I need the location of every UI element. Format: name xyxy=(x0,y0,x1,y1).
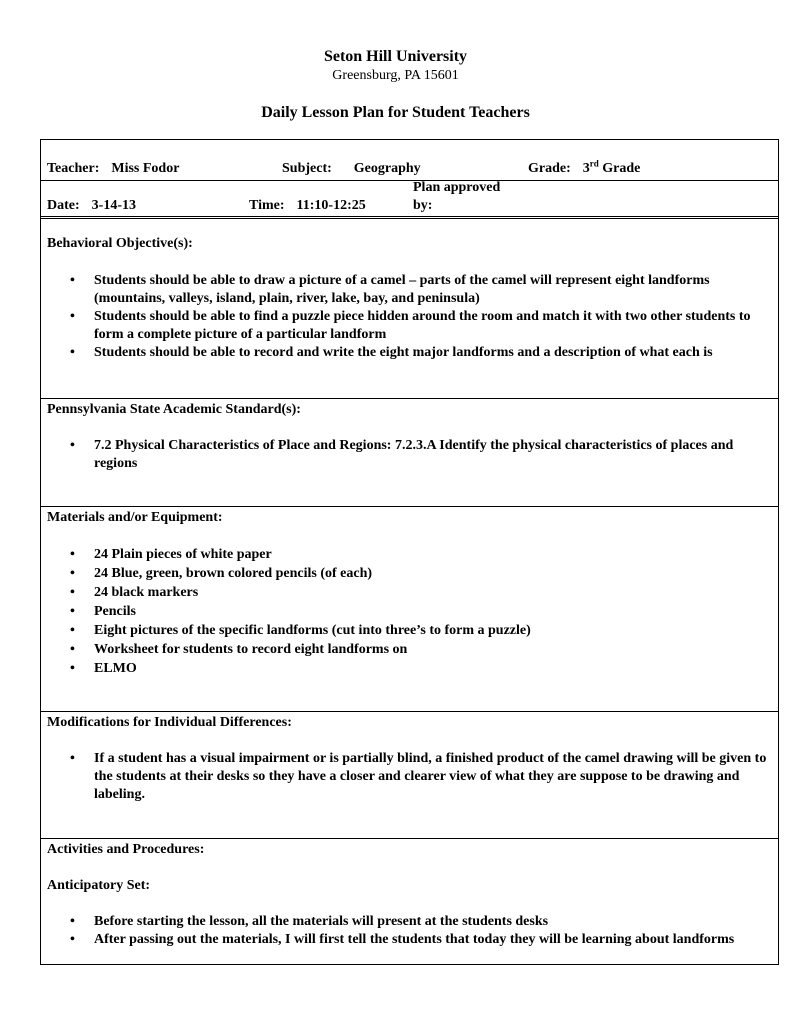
teacher-field xyxy=(47,161,179,177)
grade-number: 3 xyxy=(582,161,590,176)
list-item: • 24 Blue, green, brown colored pencils (of each) xyxy=(47,564,772,583)
list-item: • Students should be able to record and write the eight major landforms and a description of what each is xyxy=(47,344,772,362)
list-item: • 24 black markers xyxy=(47,583,772,602)
materials-section xyxy=(41,506,778,712)
time-label: Time: xyxy=(249,198,285,213)
grade-word: Grade xyxy=(602,161,641,176)
objectives-list xyxy=(47,272,772,362)
subject-value: Geography xyxy=(353,161,421,176)
teacher-value: Miss Fodor xyxy=(111,161,180,176)
anticipatory-set-title: Anticipatory Set: xyxy=(47,878,151,893)
materials-list xyxy=(47,545,772,678)
list-item: • If a student has a visual impairment or is partially blind, a finished product of the camel drawing will be given to the students at their desks so they have a closer and clearer view of what they are suppose to be drawing and labeling. xyxy=(47,750,772,804)
grade-value xyxy=(582,158,641,176)
date-info-row xyxy=(41,180,778,219)
section-title: Behavioral Objective(s): xyxy=(47,236,193,251)
list-item: • Pencils xyxy=(47,602,772,621)
academic-standards-section xyxy=(41,398,778,507)
list-item: • Worksheet for students to record eight landforms on xyxy=(47,640,772,659)
university-name: Seton Hill University xyxy=(323,48,468,65)
list-item: • 7.2 Physical Characteristics of Place and Regions: 7.2.3.A Identify the physical characteristics of places and regions xyxy=(47,437,772,473)
section-title: Pennsylvania State Academic Standard(s): xyxy=(47,402,301,417)
grade-label: Grade: xyxy=(528,161,571,176)
time-field xyxy=(249,198,366,214)
date-label: Date: xyxy=(47,198,80,213)
date-field xyxy=(47,198,136,214)
list-item: • Before starting the lesson, all the materials will present at the students desks xyxy=(47,913,772,931)
subject-field xyxy=(282,161,421,177)
standards-list xyxy=(47,437,772,473)
plan-approved-by-label: by: xyxy=(413,198,433,213)
lesson-plan-form xyxy=(40,139,779,965)
list-item: • After passing out the materials, I will first tell the students that today they will be learning about landforms xyxy=(47,931,772,949)
list-item: • 24 Plain pieces of white paper xyxy=(47,545,772,564)
date-value: 3-14-13 xyxy=(91,198,136,213)
list-item: • ELMO xyxy=(47,659,772,678)
behavioral-objectives-section xyxy=(41,219,778,398)
modifications-list xyxy=(47,750,772,804)
section-title: Materials and/or Equipment: xyxy=(47,510,223,525)
subject-label: Subject: xyxy=(282,161,332,176)
plan-approved-label: Plan approved xyxy=(413,180,501,195)
teacher-info-row xyxy=(41,140,778,181)
list-item: • Eight pictures of the specific landforms (cut into three’s to form a puzzle) xyxy=(47,621,772,640)
document-title: Daily Lesson Plan for Student Teachers xyxy=(261,104,530,121)
time-value: 11:10-12:25 xyxy=(296,198,366,213)
grade-suffix: rd xyxy=(589,158,599,169)
activities-list xyxy=(47,913,772,949)
section-title: Modifications for Individual Differences: xyxy=(47,715,292,730)
activities-section xyxy=(41,838,778,965)
list-item: • Students should be able to draw a picture of a camel – parts of the camel will represent eight landforms (mountains, valleys, island, plain, river, lake, bay, and peninsula) xyxy=(47,272,772,308)
grade-field xyxy=(528,158,641,177)
university-address: Greensburg, PA 15601 xyxy=(332,68,459,83)
list-item: • Students should be able to find a puzzle piece hidden around the room and match it with two other students to form a complete picture of a particular landform xyxy=(47,308,772,344)
section-title: Activities and Procedures: xyxy=(47,842,205,857)
modifications-section xyxy=(41,711,778,839)
teacher-label: Teacher: xyxy=(47,161,100,176)
